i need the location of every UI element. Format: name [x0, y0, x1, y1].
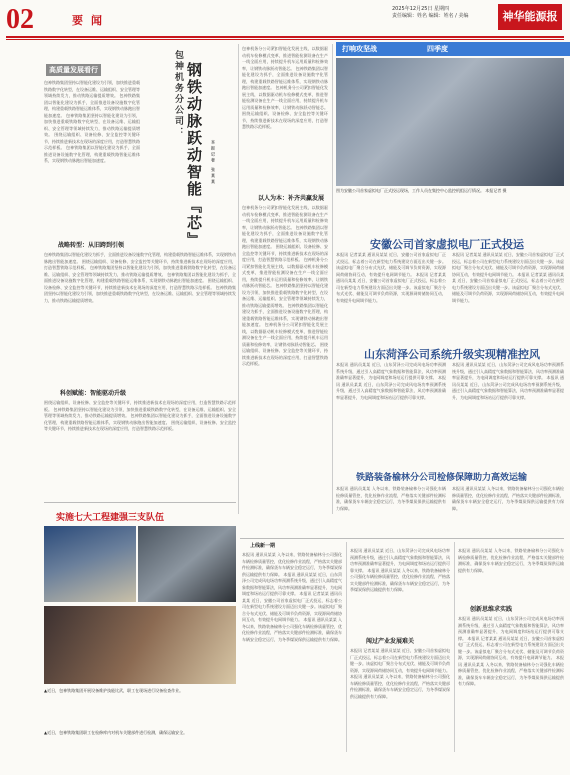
article3-body-col1: [336, 486, 446, 536]
left-body-3c: 包神铁路集团以智能化建设为抓手，全面推进设备设施数字化管理，构建重载铁路智能运维体系，实现钢铁动脉跑出智能加速度。: [44, 413, 236, 425]
left-body-3b: 包神铁路集团坚持以智能化建设为引领，加快推进重载铁路数字化转型，在设备运维、运输组织、安全管理等领域持续发力，推动铁路运输提质增效。: [44, 406, 236, 418]
bottom-col1-c: 本报讯 记者某某 通讯员某某 近日，安徽公司首家虚拟电厂正式投运，标志着公司在新型电力系统建设方面迈出关键一步。该虚拟电厂聚合分布式光伏、储能及可调节负荷资源，实现源网荷储协同互动，有效提升电网调节能力。: [242, 591, 342, 622]
left-body-block-2: [44, 252, 236, 386]
bottom-col1: [242, 552, 342, 752]
bottom-col2-a: 本报讯 通讯员某某 近日，山东菏泽公司完成风电场功率预测系统升级，通过引入高精度气象数据和智能算法，风功率预测准确率显著提升，为电网调度和场站运行提供可靠支撑。: [350, 548, 450, 573]
left-body-block-3: [44, 400, 236, 496]
left-subhead-2: 科创赋能：智能驱动升级: [60, 390, 127, 397]
article1-body-col1: [336, 252, 446, 336]
bottom-col2-top: [350, 548, 450, 632]
article1-title: 安徽公司首家虚拟电厂正式投运: [370, 238, 524, 251]
feature-body-col2: [242, 205, 328, 515]
left-body-2d: 包神铁路集团以智能化建设为抓手，全面推进设备设施数字化管理，构建重载铁路智能运维体系，实现钢铁动脉跑出智能加速度。: [44, 271, 236, 283]
left-caption-2: ▲近日，包神铁路集团职工在检修库内对机车关键部件进行检测，确保运输安全。: [44, 730, 188, 735]
worker-photo-2: [138, 526, 236, 602]
bottom-col3-c: 本报讯 记者某某 通讯员某某 近日，安徽公司首家虚拟电厂正式投运，标志着公司在新型电力系统建设方面迈出关键一步。该虚拟电厂聚合分布式光伏、储能及可调节负荷资源，实现源网荷储协同互动，有效提升电网调节能力。: [458, 635, 564, 660]
left-body-2a: 包神铁路集团以智能化建设为抓手，全面推进设备设施数字化管理，构建重载铁路智能运维体系，实现钢铁动脉跑出智能加速度。: [44, 252, 236, 264]
column-divider-2: [332, 44, 333, 514]
bottom-col3-b: 本报讯 通讯员某某 近日，山东菏泽公司完成风电场功率预测系统升级，通过引入高精度气象数据和智能算法，风功率预测准确率显著提升，为电网调度和场站运行提供可靠支撑。: [458, 616, 564, 641]
feature-title: 钢铁动脉跃动智能『芯』: [185, 62, 203, 249]
bottom-col2-d: 本报讯 通讯员某某 入冬以来，铁路装备榆林分公司强化车辆检修质量管控，优化检修作业流程，严格落实关键部件检测标准，确保货车车辆安全稳定运行，为冬季煤炭保供运输提供有力保障。: [350, 674, 450, 699]
left-subhead-1: 战略转型：从旧跨到引领: [58, 242, 125, 249]
bottom-subhead-2: 闯过产业发展难关: [366, 638, 415, 645]
feature-body-1d: 围绕运输组织、设备检修、安全监控等关键环节，持续推进新技术在现场的深度应用，打造智慧铁路示范样板。: [242, 111, 328, 129]
article1-body-col2: [452, 252, 564, 336]
article2-body-col1: [336, 362, 446, 458]
left-body-a: 包神铁路集团以智能化建设为抓手，全面推进设备设施数字化管理，构建重载铁路智能运维体系，实现钢铁动脉跑出智能加速度。: [44, 93, 140, 118]
page-number: 02: [6, 4, 34, 35]
feature-subhead: 以人为本：补齐共赢发展: [258, 195, 325, 202]
bottom-col-divider-2: [454, 542, 455, 752]
bottom-col3-d: 本报讯 通讯员某某 入冬以来，铁路装备榆林分公司强化车辆检修质量管控，优化检修作业流程，严格落实关键部件检测标准，确保货车车辆安全稳定运行，为冬季煤炭保供运输提供有力保障。: [458, 655, 564, 686]
newspaper-logo: 神华能源报: [498, 4, 562, 30]
left-body-3d: 围绕运输组织、设备检修、安全监控等关键环节，持续推进新技术在现场的深度应用，打造智慧铁路示范样板。: [44, 419, 236, 431]
banner-right-text: 四季度: [427, 45, 448, 53]
article2-body-c: 本报讯 通讯员某某 近日，山东菏泽公司完成风电场功率预测系统升级，通过引入高精度气象数据和智能算法，风功率预测准确率显著提升，为电网调度和场站运行提供可靠支撑。: [452, 362, 564, 380]
left-body-3a: 围绕运输组织、设备检修、安全监控等关键环节，持续推进新技术在现场的深度应用，打造智慧铁路示范样板。: [44, 400, 236, 412]
bottom-subhead-3: 创新思维求实践: [470, 606, 513, 613]
bottom-col2-c: 本报讯 记者某某 通讯员某某 近日，安徽公司首家虚拟电厂正式投运，标志着公司在新型电力系统建设方面迈出关键一步。该虚拟电厂聚合分布式光伏、储能及可调节负荷资源，实现源网荷储协同互动，有效提升电网调节能力。: [350, 648, 450, 673]
bottom-col3-top: [458, 548, 564, 602]
left-body-2e: 围绕运输组织、设备检修、安全监控等关键环节，持续推进新技术在现场的深度应用，打造智慧铁路示范样板。: [44, 278, 236, 290]
feature-kicker: 包神机务分公司：: [173, 50, 183, 138]
bottom-col2-b: 本报讯 通讯员某某 入冬以来，铁路装备榆林分公司强化车辆检修质量管控，优化检修作业流程，严格落实关键部件检测标准，确保货车车辆安全稳定运行，为冬季煤炭保供运输提供有力保障。: [350, 567, 450, 592]
feature-body-1a: 包神机务分公司紧扣智能化发展主线，以数据驱动机车检修模式变革，推进智能检测设备在生产一线全面应用，持续提升机车运用质量和检修效率，让钢铁动脉跃动智能芯。: [242, 46, 328, 71]
campaign-banner: [336, 42, 570, 56]
feature-body-2b: 包神铁路集团以智能化建设为抓手，全面推进设备设施数字化管理，构建重载铁路智能运维体系，实现钢铁动脉跑出智能加速度。: [242, 224, 328, 249]
article2-body-b: 本报讯 通讯员某某 近日，山东菏泽公司完成风电场功率预测系统升级，通过引入高精度气象数据和智能算法，风功率预测准确率显著提升，为电网调度和场站运行提供可靠支撑。: [336, 375, 446, 400]
bottom-col3-bottom: [458, 616, 564, 752]
header-meta: [392, 6, 468, 20]
feature-byline: 本报记者 张某某: [211, 140, 216, 186]
section-name: 要闻: [72, 14, 110, 27]
bottom-col1-d: 本报讯 通讯员某某 入冬以来，铁路装备榆林分公司强化车辆检修质量管控，优化检修作业流程，严格落实关键部件检测标准，确保货车车辆安全稳定运行，为冬季煤炭保供运输提供有力保障。: [242, 617, 342, 642]
bottom-col1-a: 本报讯 通讯员某某 入冬以来，铁路装备榆林分公司强化车辆检修质量管控，优化检修作业流程，严格落实关键部件检测标准，确保货车车辆安全稳定运行，为冬季煤炭保供运输提供有力保障。: [242, 552, 342, 577]
virtual-plant-photo: [336, 58, 564, 186]
feature-body-2e: 包神铁路集团坚持以智能化建设为引领，加快推进重载铁路数字化转型，在设备运维、运输组织、安全管理等领域持续发力，推动铁路运输提质增效。: [242, 283, 328, 308]
left-intro-repeat: 包神铁路集团坚持以智能化建设为引领，加快推进重载铁路数字化转型，在设备运维、运输组织、安全管理等领域持续发力，推动铁路运输提质增效。: [44, 112, 140, 137]
left-body-2f: 包神铁路集团坚持以智能化建设为引领，加快推进重载铁路数字化转型，在设备运维、运输组织、安全管理等领域持续发力，推动铁路运输提质增效。: [44, 284, 236, 303]
editor-line: 责任编辑：姓名 编辑：姓名 / 美编: [392, 13, 469, 19]
top-photo-caption: 图为安徽公司首家虚拟电厂正式投运现场，工作人员在集控中心监控机组运行情况。 本报记者 摄: [336, 188, 507, 193]
worker-photo-3: [44, 606, 236, 684]
bottom-col-divider-1: [346, 542, 347, 752]
article1-body-d: 本报讯 记者某某 通讯员某某 近日，安徽公司首家虚拟电厂正式投运，标志着公司在新型电力系统建设方面迈出关键一步。该虚拟电厂聚合分布式光伏、储能及可调节负荷资源，实现源网荷储协同互动，有效提升电网调节能力。: [452, 271, 564, 303]
article3-title: 铁路装备榆林分公司检修保障助力高效运输: [356, 473, 528, 483]
left-column-heading: 高质量发展看行: [46, 64, 101, 76]
column-divider-1: [238, 44, 239, 514]
article2-body-a: 本报讯 通讯员某某 近日，山东菏泽公司完成风电场功率预测系统升级，通过引入高精度气象数据和智能算法，风功率预测准确率显著提升，为电网调度和场站运行提供可靠支撑。: [336, 362, 446, 380]
bottom-subhead-1: 上线新一期: [250, 543, 276, 549]
feature-body-2g: 包神机务分公司紧扣智能化发展主线，以数据驱动机车检修模式变革，推进智能检测设备在生产一线全面应用，持续提升机车运用质量和检修效率，让钢铁动脉跃动智能芯。: [242, 322, 328, 347]
article3-body-a: 本报讯 通讯员某某 入冬以来，铁路装备榆林分公司强化车辆检修质量管控，优化检修作业流程，严格落实关键部件检测标准，确保货车车辆安全稳定运行，为冬季煤炭保供运输提供有力保障。: [336, 486, 446, 511]
header-rule-thin: [6, 39, 564, 40]
feature-body-1b: 包神铁路集团以智能化建设为抓手，全面推进设备设施数字化管理，构建重载铁路智能运维体系，实现钢铁动脉跑出智能加速度。: [242, 65, 328, 90]
left-caption-1: ▲近日，包神铁路集团开展设备维护技能比武，职工在现场进行设备检查作业。: [44, 688, 184, 693]
article1-body-a: 本报讯 记者某某 通讯员某某 近日，安徽公司首家虚拟电厂正式投运，标志着公司在新型电力系统建设方面迈出关键一步。该虚拟电厂聚合分布式光伏、储能及可调节负荷资源，实现源网荷储协同互动，有效提升电网调节能力。: [336, 252, 446, 277]
left-bottom-heading: 实施七大工程建强三支队伍: [56, 513, 165, 523]
bottom-col1-b: 本报讯 通讯员某某 近日，山东菏泽公司完成风电场功率预测系统升级，通过引入高精度气象数据和智能算法，风功率预测准确率显著提升，为电网调度和场站运行提供可靠支撑。: [242, 571, 342, 596]
article2-body-col2: [452, 362, 564, 458]
feature-body-2c: 围绕运输组织、设备检修、安全监控等关键环节，持续推进新技术在现场的深度应用，打造智慧铁路示范样板。: [242, 244, 328, 262]
worker-photo-1: [44, 526, 136, 602]
article3-body-col2: [452, 486, 564, 536]
left-body-2c: 包神铁路集团坚持以智能化建设为引领，加快推进重载铁路数字化转型，在设备运维、运输组织、安全管理等领域持续发力，推动铁路运输提质增效。: [44, 265, 236, 277]
left-divider: [44, 502, 236, 503]
feature-body-2f: 包神铁路集团以智能化建设为抓手，全面推进设备设施数字化管理，构建重载铁路智能运维体系，实现钢铁动脉跑出智能加速度。: [242, 302, 328, 327]
feature-body-1c: 包神机务分公司紧扣智能化发展主线，以数据驱动机车检修模式变革，推进智能检测设备在生产一线全面应用，持续提升机车运用质量和检修效率，让钢铁动脉跃动智能芯。: [242, 85, 328, 110]
left-body-a-repeat: 包神铁路集团以智能化建设为抓手，全面推进设备设施数字化管理，构建重载铁路智能运维体系，实现钢铁动脉跑出智能加速度。: [44, 145, 140, 163]
bottom-col3-a: 本报讯 通讯员某某 入冬以来，铁路装备榆林分公司强化车辆检修质量管控，优化检修作业流程，严格落实关键部件检测标准，确保货车车辆安全稳定运行，为冬季煤炭保供运输提供有力保障。: [458, 548, 564, 573]
article1-body-c: 本报讯 记者某某 通讯员某某 近日，安徽公司首家虚拟电厂正式投运，标志着公司在新型电力系统建设方面迈出关键一步。该虚拟电厂聚合分布式光伏、储能及可调节负荷资源，实现源网荷储协同互动，有效提升电网调节能力。: [452, 252, 564, 277]
article2-body-d: 本报讯 通讯员某某 近日，山东菏泽公司完成风电场功率预测系统升级，通过引入高精度气象数据和智能算法，风功率预测准确率显著提升，为电网调度和场站运行提供可靠支撑。: [452, 375, 564, 400]
article2-title: 山东菏泽公司系统升级实现精准控风: [364, 348, 540, 361]
bottom-col2-bottom: [350, 648, 450, 752]
banner-left-text: 打响攻坚战: [342, 45, 377, 53]
left-intro-text: [44, 80, 140, 236]
article3-body-b: 本报讯 通讯员某某 入冬以来，铁路装备榆林分公司强化车辆检修质量管控，优化检修作业流程，严格落实关键部件检测标准，确保货车车辆安全稳定运行，为冬季煤炭保供运输提供有力保障。: [452, 486, 564, 511]
feature-body-2d: 包神机务分公司紧扣智能化发展主线，以数据驱动机车检修模式变革，推进智能检测设备在生产一线全面应用，持续提升机车运用质量和检修效率，让钢铁动脉跃动智能芯。: [242, 257, 328, 288]
article1-body-b: 本报讯 记者某某 通讯员某某 近日，安徽公司首家虚拟电厂正式投运，标志着公司在新型电力系统建设方面迈出关键一步。该虚拟电厂聚合分布式光伏、储能及可调节负荷资源，实现源网荷储协同互动，有效提升电网调节能力。: [336, 271, 446, 303]
left-body-2b: 围绕运输组织、设备检修、安全监控等关键环节，持续推进新技术在现场的深度应用，打造智慧铁路示范样板。: [44, 258, 236, 270]
left-intro: 包神铁路集团坚持以智能化建设为引领，加快推进重载铁路数字化转型，在设备运维、运输组织、安全管理等领域持续发力，推动铁路运输提质增效。: [44, 80, 140, 98]
header-rule: [6, 36, 564, 38]
feature-body-2a: 包神机务分公司紧扣智能化发展主线，以数据驱动机车检修模式变革，推进智能检测设备在生产一线全面应用，持续提升机车运用质量和检修效率，让钢铁动脉跃动智能芯。: [242, 205, 328, 230]
bottom-divider: [240, 538, 564, 539]
left-body-b: 围绕运输组织、设备检修、安全监控等关键环节，持续推进新技术在现场的深度应用，打造智慧铁路示范样板。: [44, 132, 140, 150]
feature-body-2h: 围绕运输组织、设备检修、安全监控等关键环节，持续推进新技术在现场的深度应用，打造智慧铁路示范样板。: [242, 341, 328, 366]
date-line: 2025年12月25日 星期四: [392, 6, 450, 12]
